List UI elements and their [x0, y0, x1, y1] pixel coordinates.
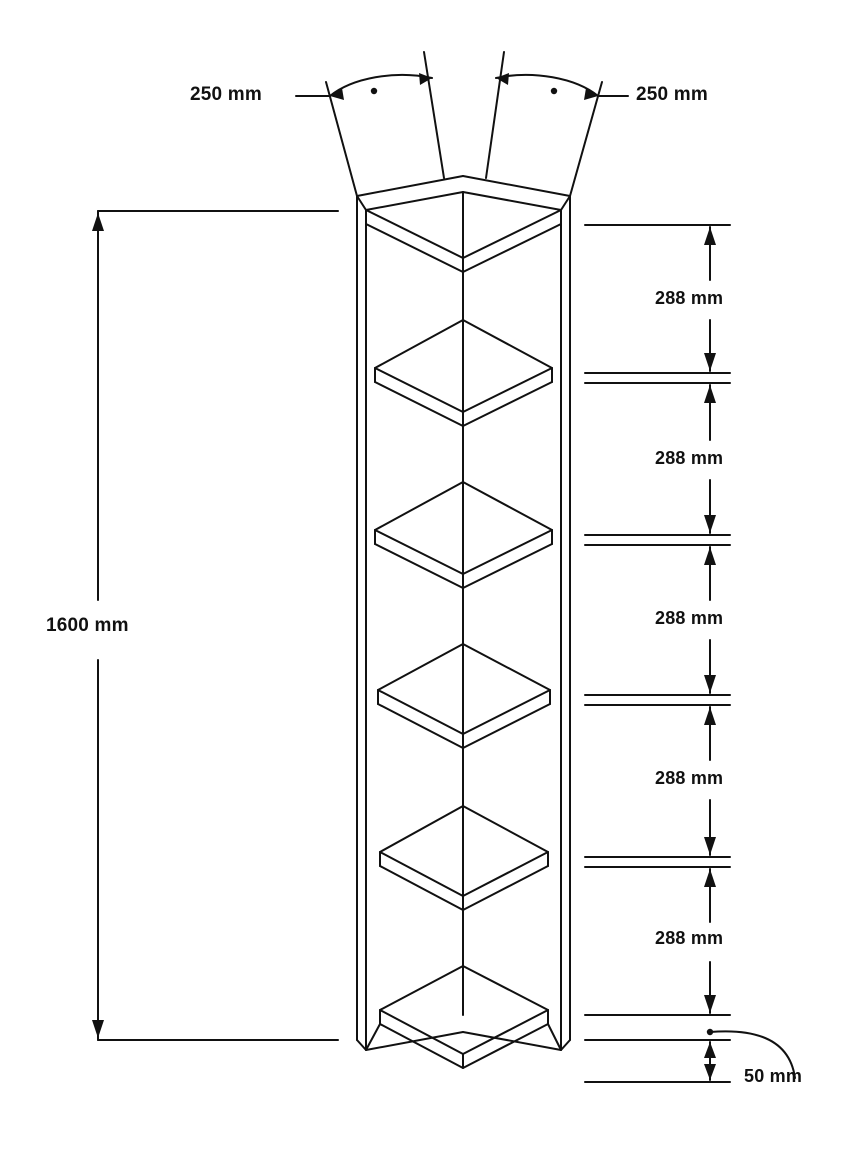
right-width-dimension	[486, 52, 628, 196]
dimension-label-right-width: 250 mm	[636, 84, 708, 105]
dimension-label-shelf-gap-3: 288 mm	[655, 608, 724, 628]
dimension-label-total-height: 1600 mm	[46, 615, 129, 636]
dimension-label-shelf-gap-2: 288 mm	[655, 448, 724, 468]
total-height-dimension	[92, 211, 338, 1040]
bookcase-body	[357, 176, 570, 1068]
dimension-label-shelf-gap-1: 288 mm	[655, 288, 724, 308]
left-width-dimension	[296, 52, 444, 196]
dimension-label-shelf-gap-5: 288 mm	[655, 928, 724, 948]
dimension-label-left-width: 250 mm	[190, 84, 262, 105]
dimension-label-base-height: 50 mm	[744, 1066, 803, 1086]
right-shelf-dimensions	[585, 225, 795, 1082]
dimension-label-shelf-gap-4: 288 mm	[655, 768, 724, 788]
